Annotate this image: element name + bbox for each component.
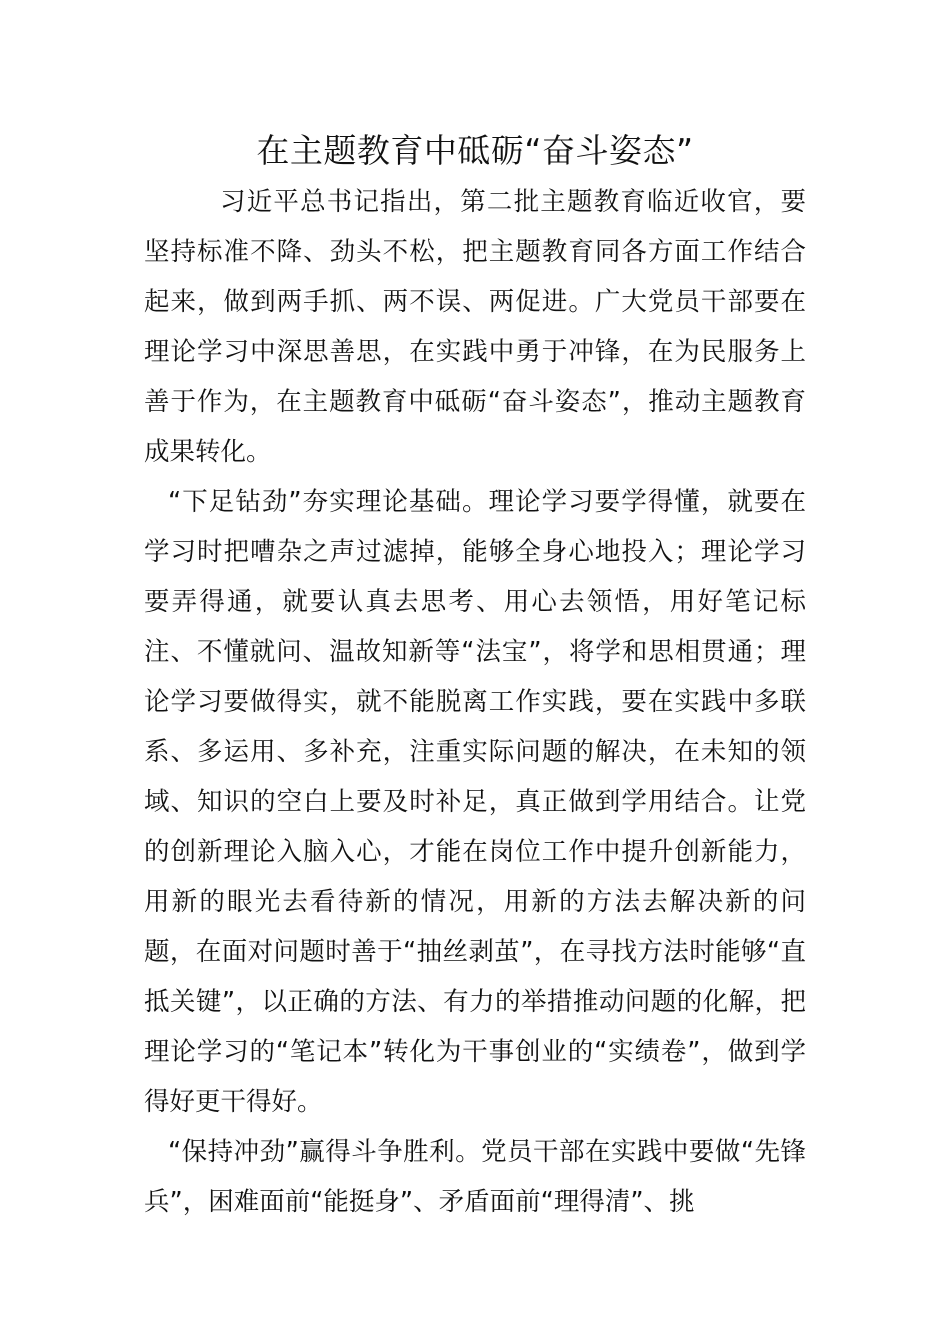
document-title: 在主题教育中砥砺“奋斗姿态”	[256, 131, 694, 170]
paragraph-intro: 习近平总书记指出，第二批主题教育临近收官，要坚持标准不降、劲头不松，把主题教育同各方面工作结合起来，做到两手抓、两不误、两促进。广大党员干部要在理论学习中深思善思，在实践中勇于冲锋，在为民服务上善于作为，在主题教育中砥砺“奋斗姿态”，推动主题教育成果转化。	[144, 187, 806, 467]
document-body	[144, 177, 806, 1227]
paragraph-struggle: “保持冲劲”赢得斗争胜利。党员干部在实践中要做“先锋兵”，困难面前“能挺身”、矛盾面前“理得清”、挑	[144, 1137, 806, 1217]
paragraph-theory: “下足钻劲”夯实理论基础。理论学习要学得懂，就要在学习时把嘈杂之声过滤掉，能够全身心地投入；理论学习要弄得通，就要认真去思考、用心去领悟，用好笔记标注、不懂就问、温故知新等“法宝”，将学和思相贯通；理论学习要做得实，就不能脱离工作实践，要在实践中多联系、多运用、多补充，注重实际问题的解决，在未知的领域、知识的空白上要及时补足，真正做到学用结合。让党的创新理论入脑入心，才能在岗位工作中提升创新能力，用新的眼光去看待新的情况，用新的方法去解决新的问题，在面对问题时善于“抽丝剥茧”，在寻找方法时能够“直抵关键”，以正确的方法、有力的举措推动问题的化解，把理论学习的“笔记本”转化为干事创业的“实绩卷”，做到学得好更干得好。	[144, 487, 806, 1117]
